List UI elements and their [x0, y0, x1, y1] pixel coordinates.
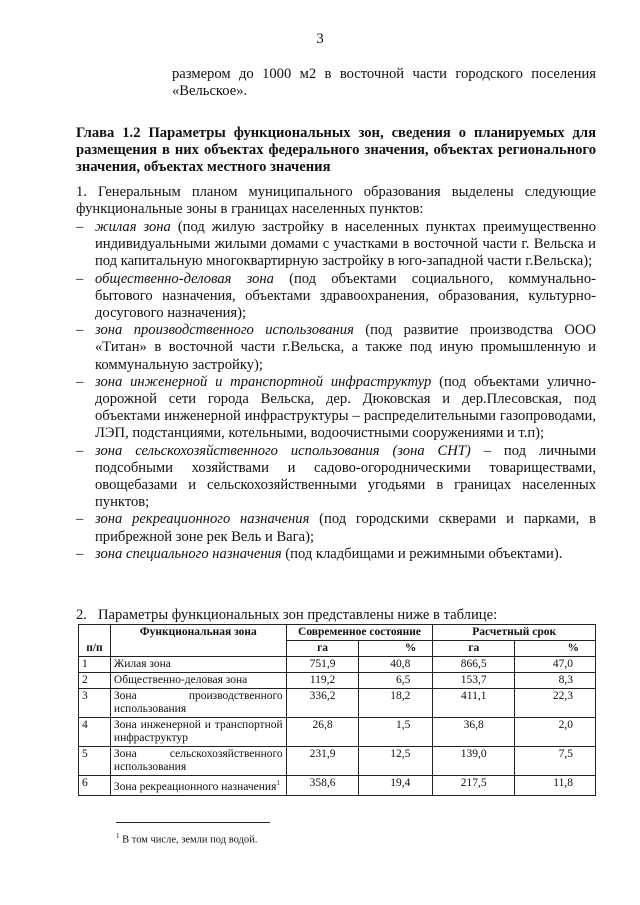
header-pct-target: %: [515, 641, 596, 657]
dash-bullet: –: [76, 219, 84, 235]
dash-bullet: –: [76, 373, 84, 390]
row-pct-current: 12,5: [359, 747, 433, 776]
header-ha-target: га: [433, 641, 515, 657]
table-header-row: [79, 625, 596, 641]
dash-bullet: –: [76, 545, 84, 562]
list-item: [76, 219, 596, 271]
header-ha-current: га: [286, 641, 359, 657]
row-zone: Жилая зона: [110, 657, 286, 673]
row-number: 3: [79, 689, 111, 718]
row-zone: Общественно-деловая зона: [110, 673, 286, 689]
footnote-number: 1: [116, 832, 120, 840]
table-row: [79, 657, 596, 673]
zone-name: зона сельскохозяйственного использования (зона СНТ): [95, 442, 471, 459]
row-zone: Зона инженерной и транспортной инфраструктур: [110, 718, 286, 747]
footnote-divider: [116, 822, 270, 823]
list-item: [76, 271, 596, 323]
paragraph-1-number: 1.: [76, 184, 87, 200]
row-number: 4: [79, 718, 111, 747]
row-number: 6: [79, 776, 111, 796]
intro-paragraph: размером до 1000 м2 в восточной части городского поселения «Вельское».: [172, 66, 596, 100]
paragraph-2-number: 2.: [76, 607, 87, 623]
zone-description: (под объектами улично-дорожной сети города Вельска, дер. Дюковская и дер.Плесовская, под объектами инженерной инфраструктуры – распределительными газопроводами, ЛЭП, подстанциями, котельными, водоочистными сооружениями и т.п);: [95, 373, 596, 442]
footnote-marker: 1: [276, 779, 280, 787]
dash-bullet: –: [76, 270, 84, 287]
row-ha-target: 36,8: [433, 718, 515, 747]
row-pct-current: 6,5: [359, 673, 433, 689]
table-row: [79, 718, 596, 747]
page-number: 3: [316, 31, 324, 47]
row-pct-target: 47,0: [515, 657, 596, 673]
header-pct-current: %: [359, 641, 433, 657]
paragraph-2: [76, 607, 596, 624]
list-item: [76, 374, 596, 443]
row-pct-current: 18,2: [359, 689, 433, 718]
footnote-text: В том числе, земли под водой.: [119, 834, 258, 846]
zone-description: (под городскими скверами и парками, в прибрежной зоне рек Вель и Вага);: [95, 511, 597, 545]
row-number: 1: [79, 657, 111, 673]
row-zone: [110, 776, 286, 796]
header-current: Современное состояние: [286, 625, 433, 641]
table-row: [79, 747, 596, 776]
row-zone-text: Зона рекреационного назначения: [113, 780, 277, 793]
zone-description: (под жилую застройку в населенных пунктах преимущественно индивидуальными жилыми домами с участками в восточной части г. Вельска и под капитальную многоквартирную застройку в юго-западной части г.Вельска);: [95, 219, 596, 270]
list-item: [76, 322, 596, 374]
dash-bullet: –: [76, 511, 84, 528]
row-pct-target: 2,0: [515, 718, 596, 747]
row-pct-target: 22,3: [515, 689, 596, 718]
row-ha-current: 358,6: [286, 776, 359, 796]
list-item: [76, 546, 596, 563]
paragraph-1: [76, 184, 596, 218]
zone-name: жилая зона: [95, 219, 171, 235]
row-ha-current: 231,9: [286, 747, 359, 776]
list-item: [76, 511, 596, 545]
zone-description: (под развитие производства ООО «Титан» в восточной части г.Вельска, а также под иную промышленную и коммунальную застройку);: [95, 322, 596, 373]
paragraph-1-text: Генеральным планом муниципального образования выделены следующие функциональные зоны в границах населенных пунктов:: [76, 184, 596, 218]
row-pct-target: 11,8: [515, 776, 596, 796]
zones-table: [78, 624, 596, 796]
zone-name: зона рекреационного назначения: [95, 511, 310, 528]
row-ha-target: 217,5: [433, 776, 515, 796]
row-zone: Зона производственного использования: [110, 689, 286, 718]
footnote: [116, 832, 257, 846]
zones-list: [76, 219, 596, 563]
zone-description: (под кладбищами и режимными объектами).: [281, 545, 563, 562]
row-ha-current: 119,2: [286, 673, 359, 689]
dash-bullet: –: [76, 322, 84, 339]
row-zone: Зона сельскохозяйственного использования: [110, 747, 286, 776]
zone-name: общественно-деловая зона: [95, 270, 274, 287]
row-pct-current: 1,5: [359, 718, 433, 747]
table-row: [79, 776, 596, 796]
row-ha-current: 751,9: [286, 657, 359, 673]
zone-description: – под личными подсобными хозяйствами и садово-огородническими товариществами, овощебазами и сельскохозяйственными угодьями в границах населенных пунктов;: [95, 442, 596, 511]
row-ha-target: 139,0: [433, 747, 515, 776]
zone-name: зона специального назначения: [95, 545, 282, 562]
row-number: 2: [79, 673, 111, 689]
row-ha-current: 336,2: [286, 689, 359, 718]
table-row: [79, 673, 596, 689]
header-target: Расчетный срок: [433, 625, 596, 641]
header-zone: Функциональная зона: [110, 625, 286, 657]
paragraph-2-text: Параметры функциональных зон представлены ниже в таблице:: [98, 607, 498, 623]
list-item: [76, 443, 596, 512]
dash-bullet: –: [76, 442, 84, 459]
zone-description: (под объектами социального, коммунально-бытового назначения, объектами здравоохранения, образования, культурно-досугового назначения);: [95, 270, 597, 322]
row-pct-target: 8,3: [515, 673, 596, 689]
header-number: п/п: [79, 625, 111, 657]
row-ha-target: 153,7: [433, 673, 515, 689]
chapter-heading: Глава 1.2 Параметры функциональных зон, сведения о планируемых для размещения в них объектах федерального значения, объектах регионального значения, объектах местного значения: [76, 125, 596, 176]
table-row: [79, 689, 596, 718]
row-pct-current: 40,8: [359, 657, 433, 673]
row-pct-current: 19,4: [359, 776, 433, 796]
zone-name: зона производственного использования: [95, 322, 354, 339]
zone-name: зона инженерной и транспортной инфраструктур: [95, 373, 432, 390]
row-number: 5: [79, 747, 111, 776]
row-ha-current: 26,8: [286, 718, 359, 747]
row-pct-target: 7,5: [515, 747, 596, 776]
row-ha-target: 411,1: [433, 689, 515, 718]
row-ha-target: 866,5: [433, 657, 515, 673]
